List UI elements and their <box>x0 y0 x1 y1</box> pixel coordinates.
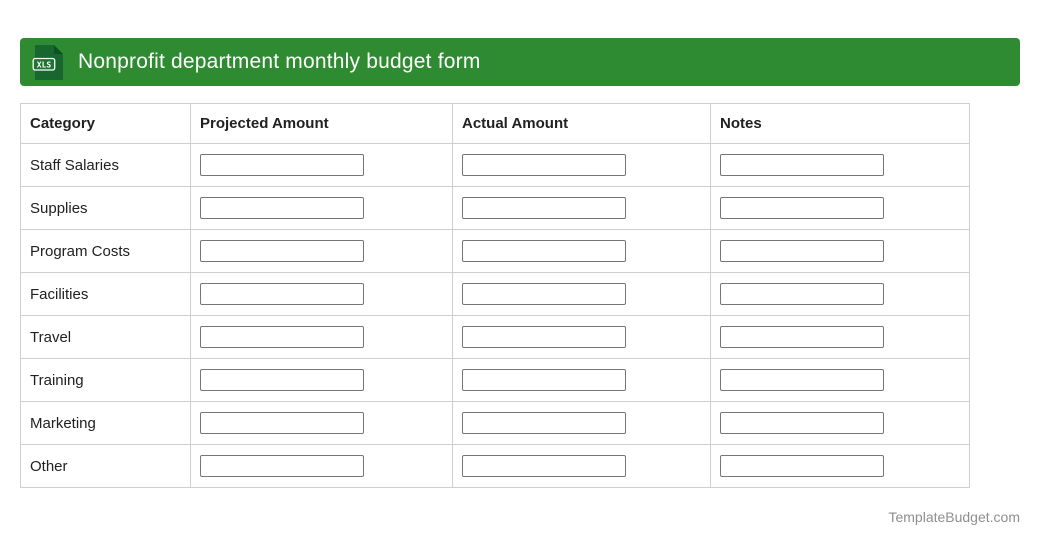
actual-amount-input[interactable] <box>462 283 626 305</box>
table-row <box>21 402 970 445</box>
table-row <box>21 144 970 187</box>
projected-amount-input[interactable] <box>200 197 364 219</box>
header-row <box>21 104 970 144</box>
actual-amount-input[interactable] <box>462 197 626 219</box>
projected-amount-input[interactable] <box>200 455 364 477</box>
actual-amount-input[interactable] <box>462 369 626 391</box>
projected-amount-input[interactable] <box>200 369 364 391</box>
actual-amount-input[interactable] <box>462 326 626 348</box>
category-label: Travel <box>21 316 191 359</box>
category-label: Other <box>21 445 191 488</box>
column-header-projected-amount: Projected Amount <box>191 104 453 144</box>
xls-file-icon <box>32 44 64 81</box>
notes-input[interactable] <box>720 412 884 434</box>
table-row <box>21 359 970 402</box>
column-header-actual-amount: Actual Amount <box>453 104 711 144</box>
category-label: Training <box>21 359 191 402</box>
table-row <box>21 273 970 316</box>
table-row <box>21 316 970 359</box>
actual-amount-input[interactable] <box>462 412 626 434</box>
category-label: Staff Salaries <box>21 144 191 187</box>
form-title-bar <box>20 38 1020 86</box>
notes-input[interactable] <box>720 455 884 477</box>
projected-amount-input[interactable] <box>200 154 364 176</box>
actual-amount-input[interactable] <box>462 455 626 477</box>
table-row <box>21 445 970 488</box>
category-label: Marketing <box>21 402 191 445</box>
actual-amount-input[interactable] <box>462 154 626 176</box>
notes-input[interactable] <box>720 369 884 391</box>
page-title: Nonprofit department monthly budget form <box>78 50 481 73</box>
projected-amount-input[interactable] <box>200 326 364 348</box>
column-header-category: Category <box>21 104 191 144</box>
category-label: Supplies <box>21 187 191 230</box>
actual-amount-input[interactable] <box>462 240 626 262</box>
xls-badge-text: XLS <box>36 60 52 70</box>
projected-amount-input[interactable] <box>200 412 364 434</box>
notes-input[interactable] <box>720 197 884 219</box>
budget-table-body <box>21 144 970 488</box>
table-row <box>21 230 970 273</box>
projected-amount-input[interactable] <box>200 240 364 262</box>
budget-table <box>20 103 970 488</box>
notes-input[interactable] <box>720 326 884 348</box>
site-credit-link[interactable]: TemplateBudget.com <box>888 509 1020 525</box>
notes-input[interactable] <box>720 283 884 305</box>
projected-amount-input[interactable] <box>200 283 364 305</box>
notes-input[interactable] <box>720 240 884 262</box>
footer <box>20 509 1020 527</box>
table-row <box>21 187 970 230</box>
notes-input[interactable] <box>720 154 884 176</box>
category-label: Program Costs <box>21 230 191 273</box>
column-header-notes: Notes <box>711 104 970 144</box>
category-label: Facilities <box>21 273 191 316</box>
